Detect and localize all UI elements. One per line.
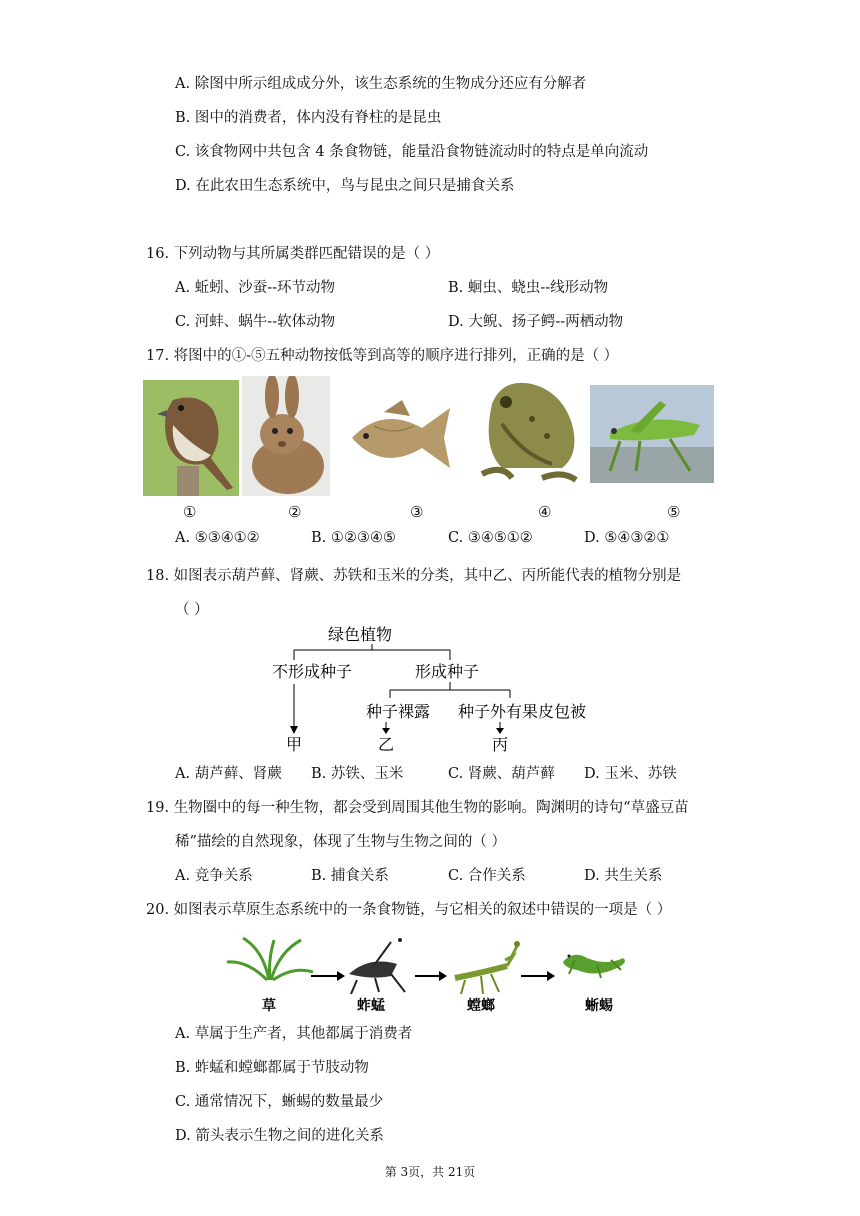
q18-stem-line2: （ ） [175, 602, 209, 618]
q15-option-d: D. 在此农田生态系统中，鸟与昆虫之间只是捕食关系 [175, 178, 515, 194]
node-seed: 形成种子 [415, 662, 480, 681]
node-no-seed: 不形成种子 [272, 662, 353, 681]
node-naked-seed: 种子裸露 [366, 702, 431, 721]
bird-image [143, 380, 239, 496]
q16-option-a: A. 蚯蚓、沙蚕--环节动物 [175, 280, 335, 296]
frog-image [472, 374, 582, 488]
node-jia: 甲 [286, 735, 303, 754]
q18-option-d: D. 玉米、苏铁 [584, 766, 677, 782]
chain-label-grass: 草 [262, 998, 276, 1014]
q19-option-a: A. 竞争关系 [175, 868, 253, 884]
grasshopper-image [349, 938, 405, 994]
fish-image [344, 398, 454, 480]
q18-option-b: B. 苏铁、玉米 [311, 766, 404, 782]
classification-diagram [260, 620, 600, 760]
q20-option-c: C. 通常情况下，蜥蜴的数量最少 [175, 1094, 384, 1110]
label-2: ② [288, 503, 302, 521]
grass-image [227, 938, 313, 980]
q20-option-a: A. 草属于生产者，其他都属于消费者 [175, 1026, 413, 1042]
q20-option-b: B. 蚱蜢和螳螂都属于节肢动物 [175, 1060, 369, 1076]
page-footer: 第 3页，共 21页 [384, 1165, 476, 1179]
q15-option-a: A. 除图中所示组成成分外，该生态系统的生物成分还应有分解者 [175, 76, 587, 92]
label-1: ① [183, 503, 197, 521]
node-yi: 乙 [378, 735, 395, 754]
q15-option-b: B. 图中的消费者，体内没有脊柱的是昆虫 [175, 110, 442, 126]
q18-option-c: C. 肾蕨、葫芦藓 [448, 766, 555, 782]
q20-stem: 20. 如图表示草原生态系统中的一条食物链，与它相关的叙述中错误的一项是（ ） [146, 902, 672, 918]
label-4: ④ [538, 503, 552, 521]
q20-option-d: D. 箭头表示生物之间的进化关系 [175, 1128, 384, 1144]
label-3: ③ [410, 503, 424, 521]
q17-stem: 17. 将图中的①-⑤五种动物按低等到高等的顺序进行排列，正确的是（ ） [146, 348, 619, 364]
q18-option-a: A. 葫芦藓、肾蕨 [175, 766, 282, 782]
q19-option-d: D. 共生关系 [584, 868, 663, 884]
q17-option-d: D. ⑤④③②① [584, 530, 670, 546]
mantis-image [455, 941, 520, 994]
q17-option-b: B. ①②③④⑤ [311, 530, 396, 546]
lizard-image [563, 955, 625, 979]
q16-option-d: D. 大鲵、扬子鳄--两栖动物 [448, 314, 624, 330]
q16-option-b: B. 蛔虫、蛲虫--线形动物 [448, 280, 609, 296]
q16-stem: 16. 下列动物与其所属类群匹配错误的是（ ） [146, 246, 440, 262]
node-covered-seed: 种子外有果皮包被 [458, 702, 587, 721]
grasshopper-image [590, 385, 714, 483]
q19-option-b: B. 捕食关系 [311, 868, 389, 884]
q17-option-a: A. ⑤③④①② [175, 530, 260, 546]
q18-stem-line1: 18. 如图表示葫芦藓、肾蕨、苏铁和玉米的分类，其中乙、丙所能代表的植物分别是 [146, 568, 682, 584]
q19-stem-line2: 稀”描绘的自然现象，体现了生物与生物之间的（ ） [175, 834, 507, 850]
rabbit-image [242, 376, 330, 496]
food-chain-diagram [225, 930, 635, 1020]
q19-stem-line1: 19. 生物圈中的每一种生物，都会受到周围其他生物的影响。陶渊明的诗句“草盛豆苗 [146, 800, 689, 816]
node-green-plants: 绿色植物 [328, 625, 393, 644]
q16-option-c: C. 河蚌、蜗牛--软体动物 [175, 314, 336, 330]
chain-label-grasshopper: 蚱蜢 [357, 998, 385, 1014]
q19-option-c: C. 合作关系 [448, 868, 526, 884]
q17-option-c: C. ③④⑤①② [448, 530, 533, 546]
label-5: ⑤ [667, 503, 681, 521]
chain-label-lizard: 蜥蜴 [585, 998, 613, 1014]
node-bing: 丙 [492, 735, 509, 754]
chain-label-mantis: 螳螂 [467, 998, 495, 1014]
q15-option-c: C. 该食物网中共包含 4 条食物链，能量沿食物链流动时的特点是单向流动 [175, 144, 649, 160]
